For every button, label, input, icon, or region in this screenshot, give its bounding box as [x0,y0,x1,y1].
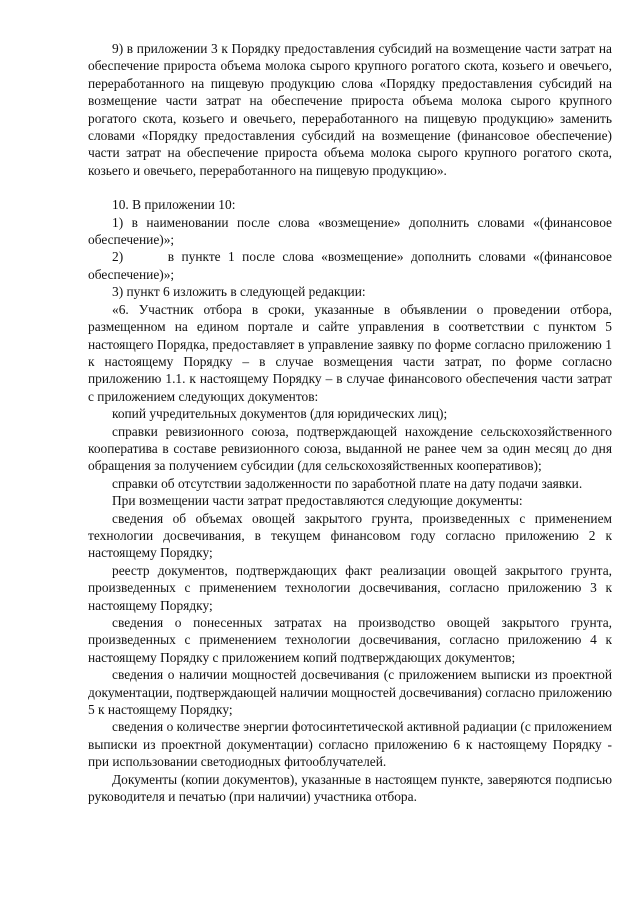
paragraph-doc-costs: сведения о понесенных затратах на производство овощей закрытого грунта, произведенных с применением технологии досвечивания, согласно приложению 4 к настоящему Порядку с приложением копий подтверждающих документов; [88,615,612,665]
document-page [88,40,616,805]
paragraph-doc-volumes: сведения об объемах овощей закрытого грунта, произведенных с применением технологии досвечивания, в текущем финансовом году согласно приложению 2 к настоящему Порядку; [88,510,612,561]
paragraph-doc-registry: реестр документов, подтверждающих факт реализации овощей закрытого грунта, произведенных с применением технологии досвечивания, согласно приложению 3 к настоящему Порядку; [88,562,612,613]
paragraph-doc-audit-union: справки ревизионного союза, подтверждающей нахождение сельскохозяйственного кооператива в составе ревизионного союза, выданной не ранее чем за один месяц до дня обращения за получением субсидии (для сельскохозяйственных кооперативов); [88,423,612,474]
paragraph-sub-1: 1) в наименовании после слова «возмещение» дополнить словами «(финансовое обеспечение)»; [88,214,612,248]
paragraph-gap [88,179,612,196]
paragraph-reimbursement-intro: При возмещении части затрат предоставляются следующие документы: [112,493,523,509]
paragraph-doc-radiation: сведения о количестве энергии фотосинтетической активной радиации (с приложением выписки из проектной документации) согласно приложению 6 к настоящему Порядку - при использовании светодиодных фитооблучателей. [88,719,612,770]
paragraph-item-9: 9) в приложении 3 к Порядку предоставления субсидий на возмещение части затрат на обеспечение прироста объема молока сырого крупного рогатого скота, козьего и овечьего, переработанного на пищевую продукцию слова «Порядку предоставления субсидий на возмещение части затрат на обеспечение прироста объема молока сырого крупного рогатого скота, козьего и овечьего, переработанного на пищевую продукцию» заменить словами «Порядку предоставления субсидий на возмещение (финансовое обеспечение) части затрат на обеспечение прироста объема молока сырого крупного рогатого скота, козьего и овечьего, переработанного на пищевую продукцию». [88,41,612,178]
paragraph-sub-2: 2) в пункте 1 после слова «возмещение» дополнить словами «(финансовое обеспечение)»; [88,249,616,282]
paragraph-doc-capacity: сведения о наличии мощностей досвечивания (с приложением выписки из проектной документации, подтверждающей наличии мощностей досвечивания) согласно приложению 5 к настоящему Порядку; [88,667,612,718]
paragraph-sub-3: 3) пункт 6 изложить в следующей редакции: [112,284,366,300]
paragraph-doc-no-debt: справки об отсутствии задолженности по заработной плате на дату подачи заявки. [112,475,583,491]
paragraph-point-6: «6. Участник отбора в сроки, указанные в объявлении о проведении отбора, размещенном на едином портале и сайте управления в соответствии с пунктом 5 настоящего Порядка, предоставляет в управление заявку по форме согласно приложению 1 к настоящему Порядку – в случае возмещения части затрат, по форме согласно приложению 1.1. к настоящему Порядку – в случае финансового обеспечения части затрат с приложением следующих документов: [88,301,612,404]
paragraph-doc-charter: копий учредительных документов (для юридических лиц); [112,406,448,422]
paragraph-certification: Документы (копии документов), указанные в настоящем пункте, заверяются подписью руководителя и печатью (при наличии) участника отбора. [88,771,612,805]
paragraph-section-10: 10. В приложении 10: [112,197,236,213]
